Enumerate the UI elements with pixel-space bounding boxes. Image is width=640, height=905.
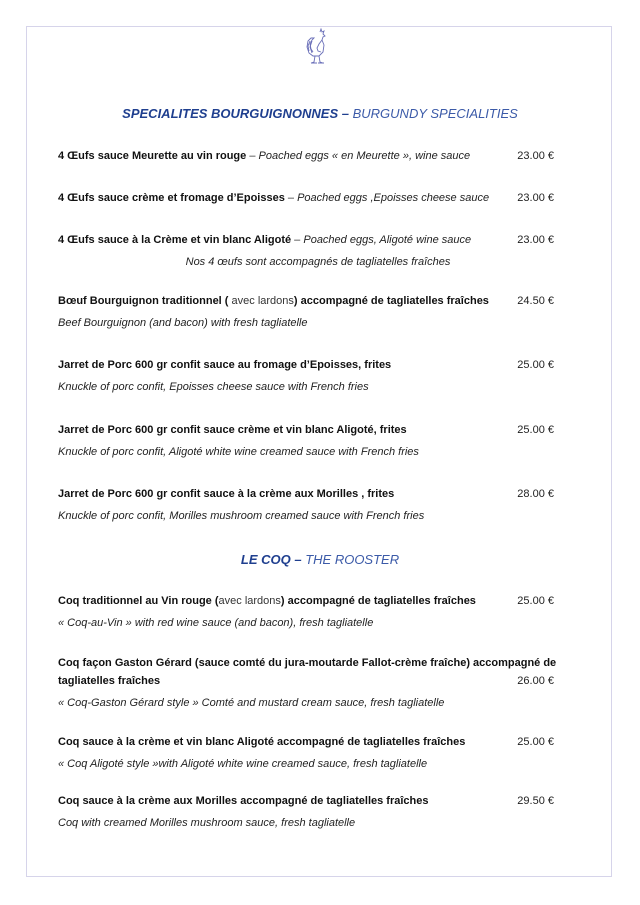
menu-item: Coq façon Gaston Gérard (sauce comté du jura-moutarde Fallot-crème fraîche) accompagné de tagliatelles fraîches 26.00 € « Coq-Gaston Gérard style » Comté and mustard cream sauce, fresh tagliatelle	[58, 654, 578, 712]
section-title-fr: LE COQ	[240, 552, 291, 567]
menu-item: Coq sauce à la crème et vin blanc Aligoté accompagné de tagliatelles fraîches 25.00 € « Coq Aligoté style »with Aligoté white wine creamed sauce, fresh tagliatelle	[58, 733, 558, 773]
item-translation: « Coq-Gaston Gérard style » Comté and mustard cream sauce, fresh tagliatelle	[58, 697, 445, 709]
menu-item: 4 Œufs sauce à la Crème et vin blanc Aligoté – Poached eggs, Aligoté wine sauce 23.00 € Nos 4 œufs sont accompagnés de tagliatelles fraîches	[58, 231, 558, 271]
price: 24.50 €	[517, 295, 554, 307]
price: 29.50 €	[517, 795, 554, 807]
section-title-burgundy: SPECIALITES BOURGUIGNONNES – BURGUNDY SPECIALITIES	[122, 106, 518, 121]
price: 23.00 €	[517, 234, 554, 246]
section-title-rooster: LE COQ – THE ROOSTER	[240, 552, 400, 567]
section-title-en: THE ROOSTER	[305, 552, 400, 567]
item-translation: « Coq-au-Vin » with red wine sauce (and bacon), fresh tagliatelle	[58, 617, 374, 629]
menu-item: Coq traditionnel au Vin rouge (avec lardons) accompagné de tagliatelles fraîches 25.00 € « Coq-au-Vin » with red wine sauce (and bacon), fresh tagliatelle	[58, 592, 558, 632]
price: 25.00 €	[517, 595, 554, 607]
menu-item: 4 Œufs sauce Meurette au vin rouge – Poached eggs « en Meurette », wine sauce 23.00 €	[58, 147, 558, 165]
item-translation: Knuckle of porc confit, Aligoté white wine creamed sauce with French fries	[58, 446, 419, 458]
item-translation: Knuckle of porc confit, Morilles mushroom creamed sauce with French fries	[58, 510, 425, 522]
item-note: Nos 4 œufs sont accompagnés de tagliatelles fraîches	[185, 256, 451, 268]
item-translation: Beef Bourguignon (and bacon) with fresh tagliatelle	[58, 317, 308, 329]
menu-item: Jarret de Porc 600 gr confit sauce à la crème aux Morilles , frites 28.00 € Knuckle of porc confit, Morilles mushroom creamed sauce with French fries	[58, 485, 558, 525]
price: 23.00 €	[517, 150, 554, 162]
menu-item: Jarret de Porc 600 gr confit sauce au fromage d’Epoisses, frites 25.00 € Knuckle of porc confit, Epoisses cheese sauce with French fries	[58, 356, 558, 396]
menu-item: Jarret de Porc 600 gr confit sauce crème et vin blanc Aligoté, frites 25.00 € Knuckle of porc confit, Aligoté white wine creamed sauce with French fries	[58, 421, 558, 461]
rooster-icon	[298, 27, 336, 71]
menu-item: Bœuf Bourguignon traditionnel ( avec lardons) accompagné de tagliatelles fraîches 24.50 € Beef Bourguignon (and bacon) with fresh tagliatelle	[58, 292, 558, 332]
price: 25.00 €	[517, 736, 554, 748]
price: 23.00 €	[517, 192, 554, 204]
price: 28.00 €	[517, 488, 554, 500]
menu-item: 4 Œufs sauce crème et fromage d’Epoisses – Poached eggs ,Epoisses cheese sauce 23.00 €	[58, 189, 558, 207]
price: 25.00 €	[517, 424, 554, 436]
price: 26.00 €	[517, 675, 554, 687]
section-title-en: BURGUNDY SPECIALITIES	[352, 106, 518, 121]
item-translation: Knuckle of porc confit, Epoisses cheese sauce with French fries	[58, 381, 369, 393]
price: 25.00 €	[517, 359, 554, 371]
item-translation: « Coq Aligoté style »with Aligoté white wine creamed sauce, fresh tagliatelle	[58, 758, 428, 770]
item-translation: Coq with creamed Morilles mushroom sauce, fresh tagliatelle	[58, 817, 356, 829]
menu-item: Coq sauce à la crème aux Morilles accompagné de tagliatelles fraîches 29.50 € Coq with creamed Morilles mushroom sauce, fresh tagliatelle	[58, 792, 558, 832]
section-title-fr: SPECIALITES BOURGUIGNONNES	[122, 106, 339, 121]
